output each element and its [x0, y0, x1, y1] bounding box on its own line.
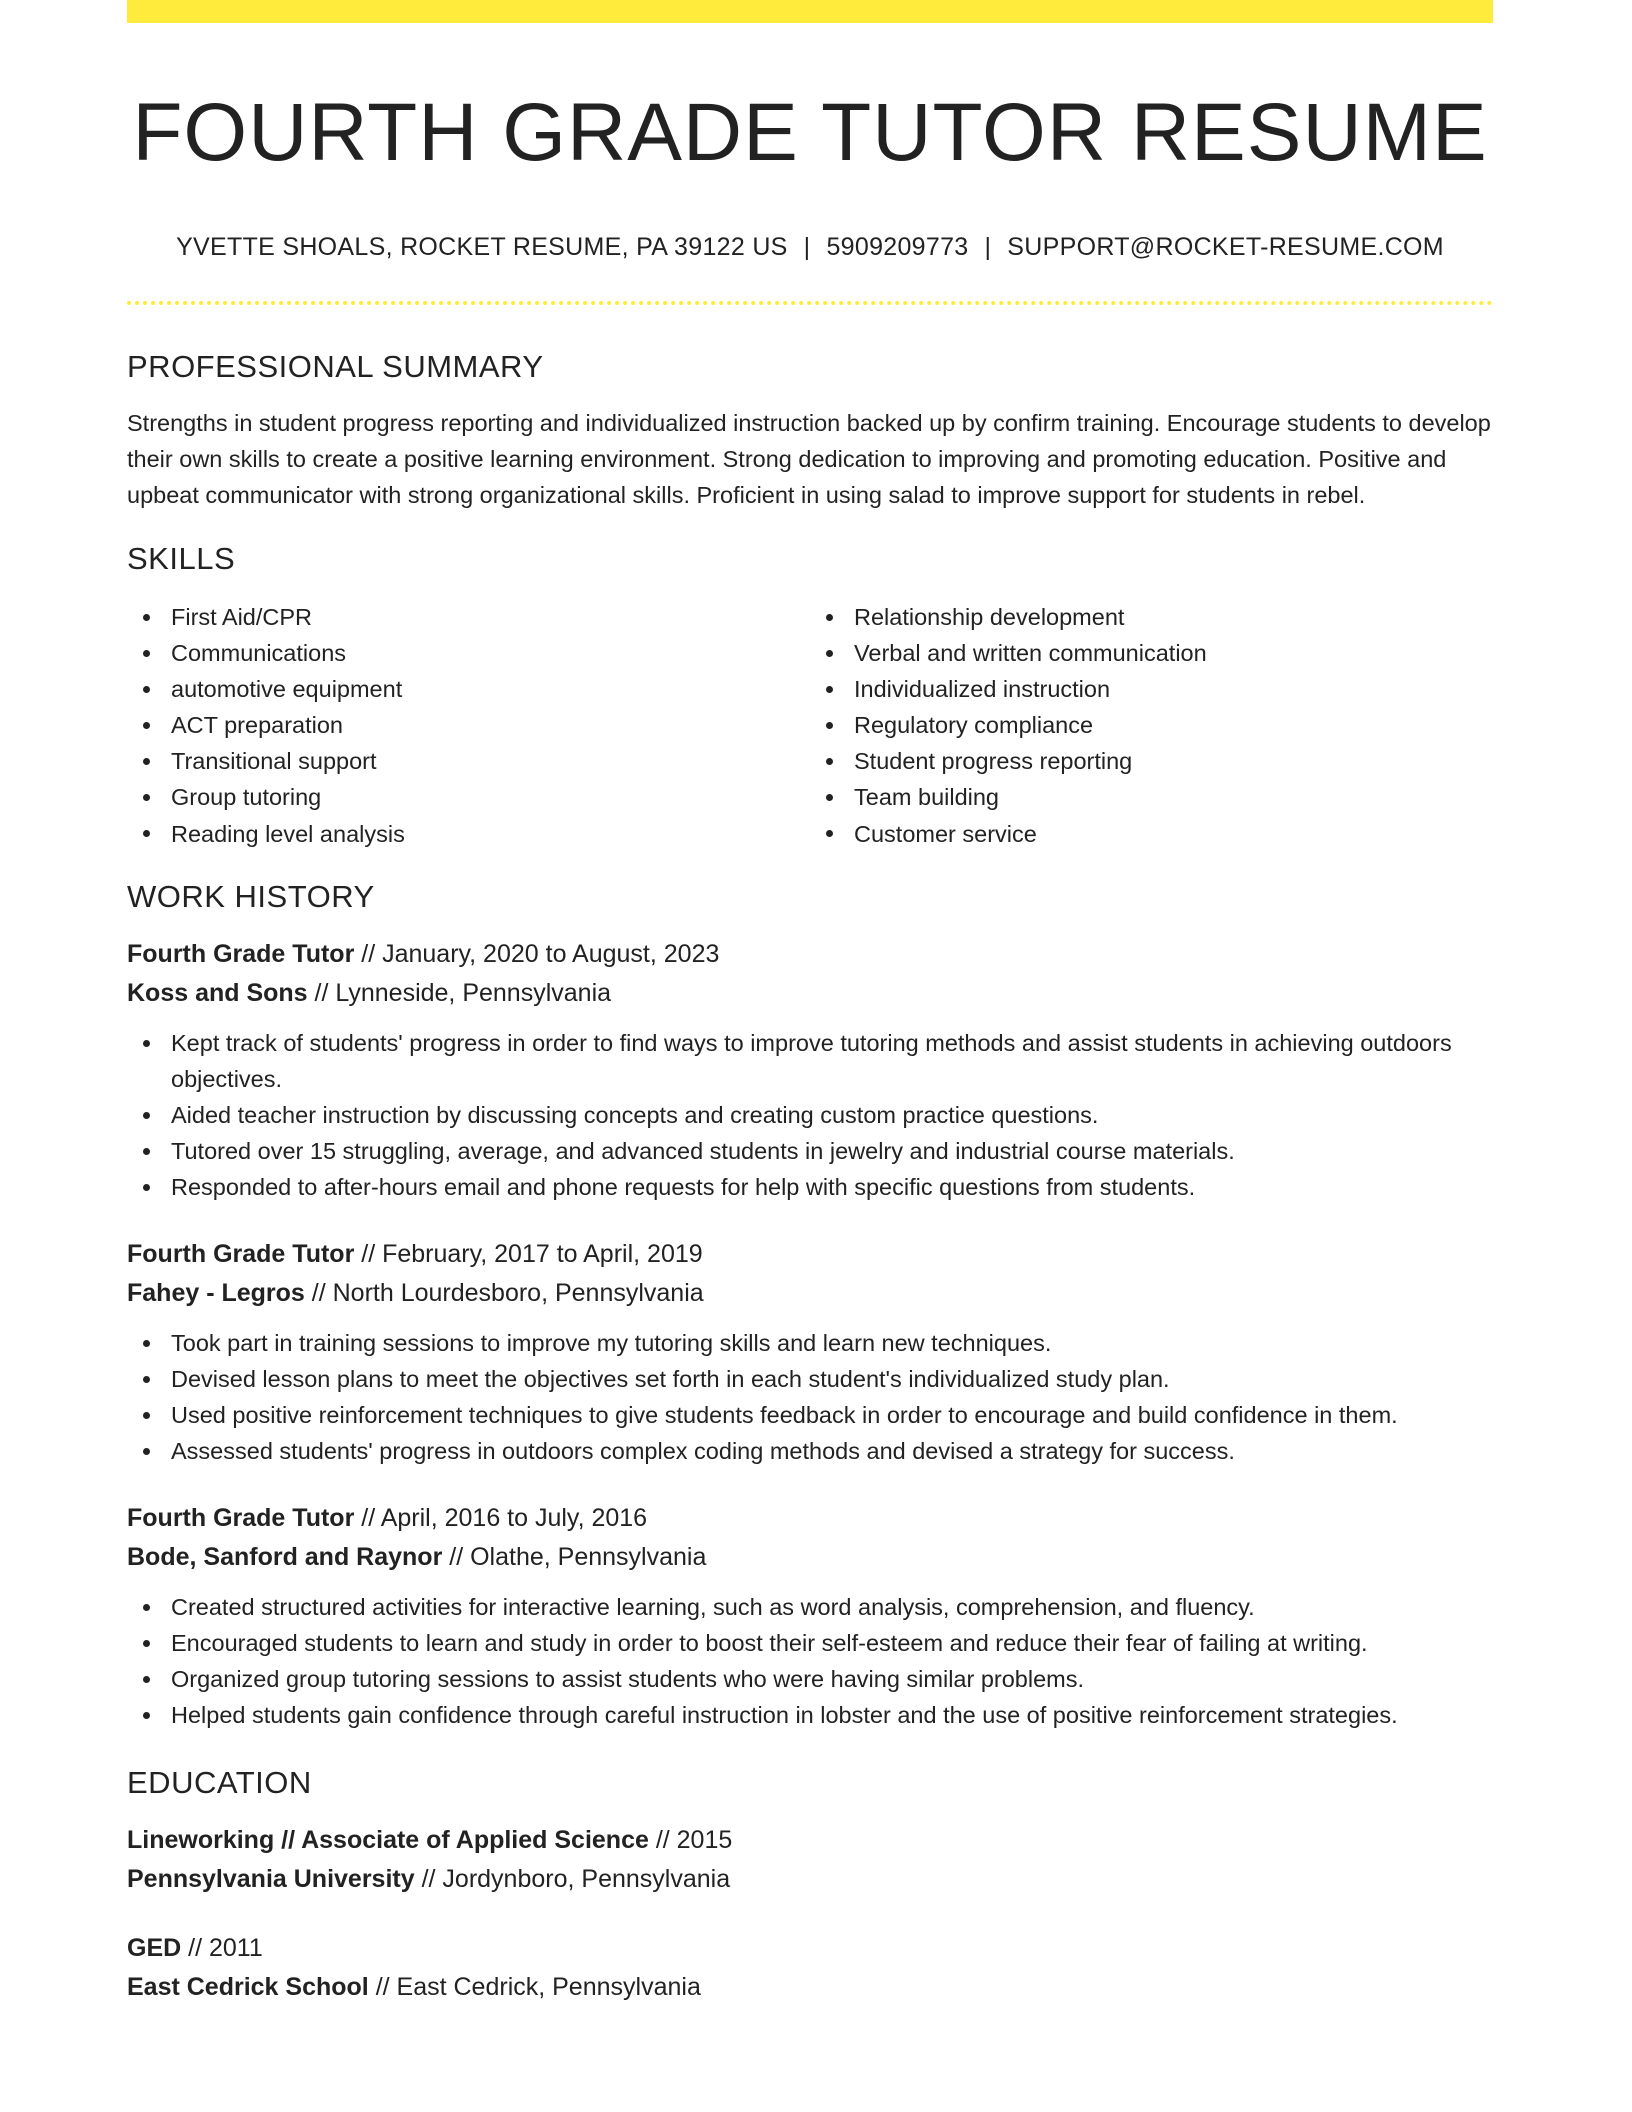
skill-item: Relationship development: [810, 599, 1493, 635]
education-school: East Cedrick School: [127, 1973, 369, 2001]
job-bullets: [127, 1025, 1493, 1205]
dotted-divider: [127, 301, 1493, 305]
contact-line: [127, 231, 1493, 263]
skill-item: Communications: [127, 635, 810, 671]
job-bullet: Helped students gain confidence through careful instruction in lobster and the use of positive reinforcement strategies.: [127, 1697, 1493, 1733]
job-bullet: Responded to after-hours email and phone requests for help with specific questions from students.: [127, 1169, 1493, 1205]
job-bullet: Assessed students' progress in outdoors complex coding methods and devised a strategy for success.: [127, 1433, 1493, 1469]
job-entry: [127, 1235, 1493, 1469]
job-bullet: Took part in training sessions to improve my tutoring skills and learn new techniques.: [127, 1325, 1493, 1361]
job-bullets: [127, 1589, 1493, 1733]
contact-phone: 5909209773: [826, 233, 969, 261]
job-location: // Lynneside, Pennsylvania: [307, 979, 612, 1007]
job-bullet: Created structured activities for interactive learning, such as word analysis, comprehension, and fluency.: [127, 1589, 1493, 1625]
job-entry: [127, 1499, 1493, 1733]
job-title: Fourth Grade Tutor: [127, 1504, 355, 1532]
skill-item: Reading level analysis: [127, 815, 810, 853]
education-school-line: [127, 1860, 1493, 1899]
skill-item: Team building: [810, 779, 1493, 815]
contact-email: SUPPORT@ROCKET-RESUME.COM: [1007, 233, 1444, 261]
job-location: // North Lourdesboro, Pennsylvania: [304, 1279, 704, 1307]
skill-item: Verbal and written communication: [810, 635, 1493, 671]
contact-separator: |: [984, 233, 992, 261]
job-title: Fourth Grade Tutor: [127, 1240, 355, 1268]
job-title-line: [127, 1499, 1493, 1538]
job-dates: // April, 2016 to July, 2016: [354, 1504, 648, 1532]
job-company: Bode, Sanford and Raynor: [127, 1543, 443, 1571]
skills-left-list: [127, 599, 810, 853]
job-company-line: [127, 1538, 1493, 1577]
job-title-line: [127, 1235, 1493, 1274]
job-company-line: [127, 974, 1493, 1013]
skills-right-list: [810, 599, 1493, 853]
job-bullet: Tutored over 15 struggling, average, and advanced students in jewelry and industrial course materials.: [127, 1133, 1493, 1169]
skills-columns: [127, 599, 1493, 853]
job-bullet: Kept track of students' progress in order to find ways to improve tutoring methods and assist students in achieving outdoors objectives.: [127, 1025, 1493, 1097]
job-dates: // February, 2017 to April, 2019: [354, 1240, 703, 1268]
skill-item: First Aid/CPR: [127, 599, 810, 635]
job-entry: [127, 935, 1493, 1205]
skill-item: ACT preparation: [127, 707, 810, 743]
education-degree: Lineworking // Associate of Applied Science: [127, 1826, 649, 1854]
job-bullet: Used positive reinforcement techniques to give students feedback in order to encourage and build confidence in them.: [127, 1397, 1493, 1433]
contact-address: YVETTE SHOALS, ROCKET RESUME, PA 39122 US: [176, 233, 788, 261]
job-bullet: Aided teacher instruction by discussing concepts and creating custom practice questions.: [127, 1097, 1493, 1133]
page-title: FOURTH GRADE TUTOR RESUME: [132, 87, 1488, 178]
education-entry: [127, 1821, 1493, 1899]
skills-heading: SKILLS: [127, 541, 236, 576]
skill-item: Regulatory compliance: [810, 707, 1493, 743]
education-degree-line: [127, 1821, 1493, 1860]
education-location: // Jordynboro, Pennsylvania: [414, 1865, 731, 1893]
skill-item: Customer service: [810, 815, 1493, 853]
job-location: // Olathe, Pennsylvania: [442, 1543, 707, 1571]
skill-item: Student progress reporting: [810, 743, 1493, 779]
job-bullet: Encouraged students to learn and study in order to boost their self-esteem and reduce their fear of failing at writing.: [127, 1625, 1493, 1661]
education-heading: EDUCATION: [127, 1765, 312, 1800]
job-company-line: [127, 1274, 1493, 1313]
education-entry: [127, 1929, 1493, 2007]
work-history-heading: WORK HISTORY: [127, 879, 375, 914]
resume-page: [127, 0, 1493, 2007]
education-school-line: [127, 1968, 1493, 2007]
job-bullet: Devised lesson plans to meet the objectives set forth in each student's individualized study plan.: [127, 1361, 1493, 1397]
job-dates: // January, 2020 to August, 2023: [354, 940, 720, 968]
job-company: Koss and Sons: [127, 979, 308, 1007]
job-company: Fahey - Legros: [127, 1279, 305, 1307]
skill-item: Individualized instruction: [810, 671, 1493, 707]
top-accent-bar: [127, 0, 1493, 23]
job-bullets: [127, 1325, 1493, 1469]
education-degree-line: [127, 1929, 1493, 1968]
education-year: // 2011: [181, 1934, 263, 1962]
contact-separator: |: [803, 233, 811, 261]
education-year: // 2015: [648, 1826, 733, 1854]
summary-text: Strengths in student progress reporting and individualized instruction backed up by confirm training. Encourage students to develop their own skills to create a positive learning environment. Strong dedication to improving and promoting education. Positive and upbeat communicator with strong organizational skills. Proficient in using salad to improve support for students in rebel.: [127, 410, 1491, 508]
job-title-line: [127, 935, 1493, 974]
skill-item: automotive equipment: [127, 671, 810, 707]
education-school: Pennsylvania University: [127, 1865, 415, 1893]
education-degree: GED: [127, 1934, 182, 1962]
job-bullet: Organized group tutoring sessions to assist students who were having similar problems.: [127, 1661, 1493, 1697]
summary-heading: PROFESSIONAL SUMMARY: [127, 349, 544, 384]
job-title: Fourth Grade Tutor: [127, 940, 355, 968]
skill-item: Transitional support: [127, 743, 810, 779]
education-location: // East Cedrick, Pennsylvania: [368, 1973, 701, 2001]
skill-item: Group tutoring: [127, 779, 810, 815]
